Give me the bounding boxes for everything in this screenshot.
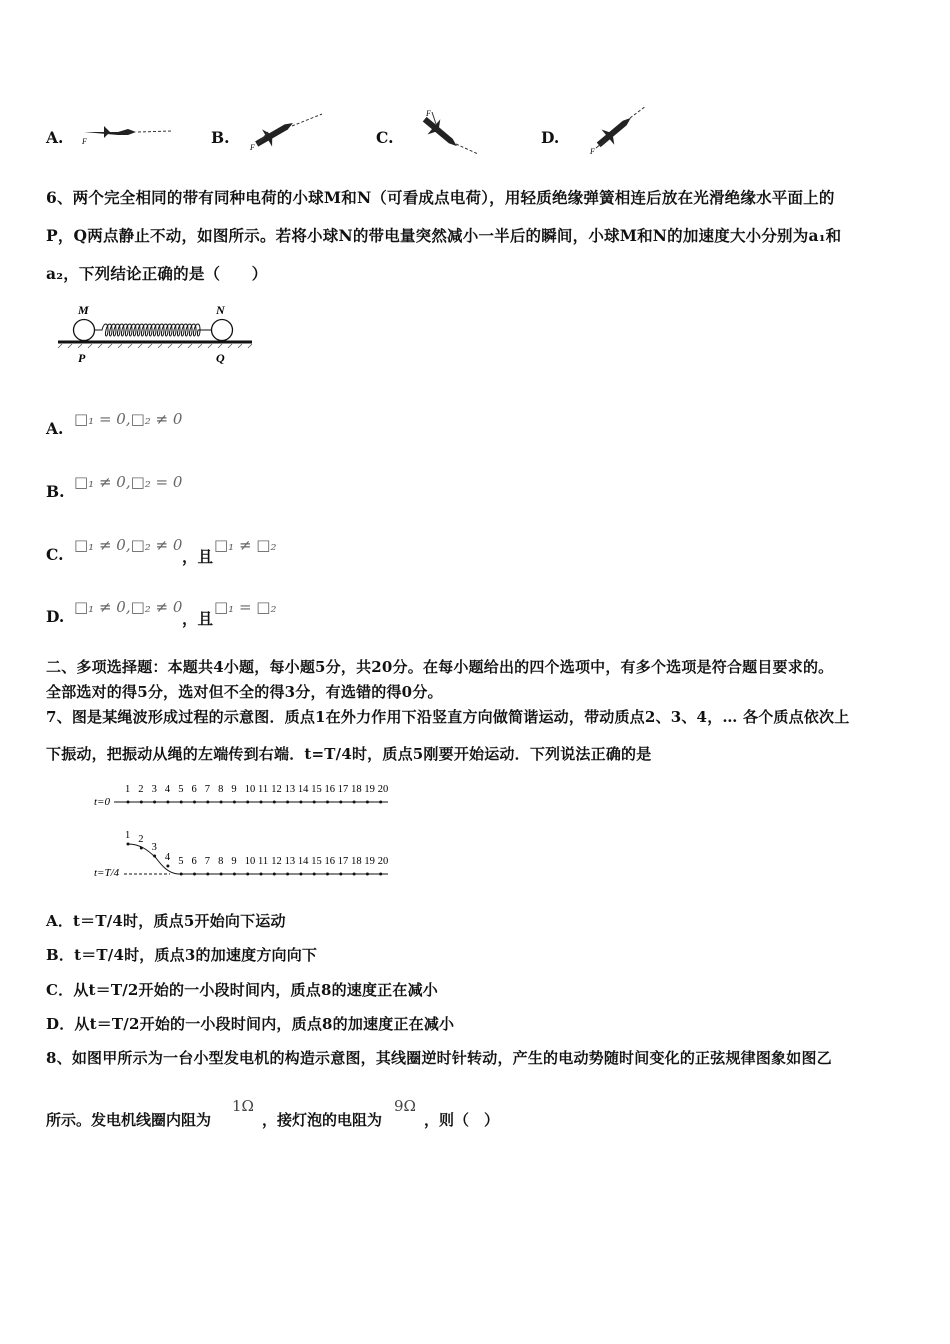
section2-heading-line-1: 二、多项选择题：本题共4小题，每小题5分，共20分。在每小题给出的四个选项中，有多个选项是符合题目要求的。 [46, 658, 834, 676]
t1-dot-12 [273, 873, 276, 876]
t1-dot-19 [366, 873, 369, 876]
t0-tick-8: 8 [218, 784, 224, 795]
t1-tick-15: 15 [311, 856, 322, 867]
t1-tick-1: 1 [125, 830, 131, 841]
q6-option-b-label[interactable]: B. [46, 482, 65, 501]
q6-stem-line-3: a₂，下列结论正确的是（ ） [46, 264, 268, 283]
q5-option-a-figure [78, 118, 174, 154]
q5-force-label-c: F [426, 109, 431, 118]
t1-dot-2 [140, 847, 143, 850]
q6-option-d-label[interactable]: D. [46, 607, 65, 626]
q6-option-c-label[interactable]: C. [46, 545, 64, 564]
t0-dot-15 [313, 801, 316, 804]
t0-tick-1: 1 [125, 784, 131, 795]
t0-dot-8 [220, 801, 223, 804]
t0-tick-15: 15 [311, 784, 322, 795]
q7-option-c[interactable]: C．从t＝T/2开始的一小段时间内，质点8的速度正在减小 [46, 981, 438, 999]
t1-dot-5 [180, 873, 183, 876]
t1-tick-5: 5 [178, 856, 184, 867]
q6-option-a-label[interactable]: A. [46, 419, 64, 438]
q6-option-c-math2: □₁ ≠ □₂ [214, 536, 277, 554]
t0-dot-17 [339, 801, 342, 804]
t1-dot-10 [246, 873, 249, 876]
q6-option-a-math: □₁ = 0,□₂ ≠ 0 [74, 410, 183, 428]
t1-tick-6: 6 [191, 856, 197, 867]
t1-label: t=T/4 [94, 867, 120, 879]
q8-internal-resistance: 1Ω [232, 1097, 254, 1115]
q5-force-label-a: F [82, 137, 87, 146]
t0-tick-10: 10 [244, 784, 256, 795]
label-p: P [78, 351, 86, 365]
t1-tick-8: 8 [218, 856, 224, 867]
q7-option-d[interactable]: D．从t＝T/2开始的一小段时间内，质点8的加速度正在减小 [46, 1015, 455, 1033]
t1-tick-7: 7 [204, 856, 211, 867]
t0-tick-4: 4 [164, 784, 171, 795]
t0-dot-18 [353, 801, 356, 804]
q5-option-d-label[interactable]: D. [541, 128, 560, 147]
t0-tick-17: 17 [337, 784, 349, 795]
spring [95, 324, 211, 336]
t0-tick-6: 6 [191, 784, 197, 795]
t0-tick-14: 14 [297, 784, 309, 795]
t1-dot-13 [286, 873, 289, 876]
t0-dot-13 [286, 801, 289, 804]
t0-dot-16 [326, 801, 329, 804]
t0-dot-9 [233, 801, 236, 804]
q5-option-c-label[interactable]: C. [376, 128, 394, 147]
q6-option-d-suffix: ，且 [182, 609, 214, 628]
t1-dot-14 [299, 873, 302, 876]
q6-option-d-math2: □₁ = □₂ [214, 598, 277, 616]
label-q: Q [216, 351, 225, 365]
q7-option-a[interactable]: A．t＝T/4时，质点5开始向下运动 [46, 912, 286, 930]
t0-tick-18: 18 [351, 784, 362, 795]
t0-tick-labels [125, 784, 388, 795]
q5-option-b-label[interactable]: B. [211, 128, 230, 147]
t1-dot-15 [313, 873, 316, 876]
t1-tick-20: 20 [377, 856, 389, 867]
q8-stem-line-2b: ，接灯泡的电阻为 [262, 1111, 383, 1129]
t1-dot-8 [220, 873, 223, 876]
t0-dot-14 [299, 801, 302, 804]
q6-option-c-math: □₁ ≠ 0,□₂ ≠ 0 [74, 536, 183, 554]
q5-force-label-b: F [250, 143, 255, 152]
t0-label: t=0 [94, 796, 110, 808]
t1-tick-16: 16 [324, 856, 335, 867]
t1-tick-2: 2 [138, 834, 144, 845]
t0-tick-7: 7 [204, 784, 211, 795]
t1-dot-6 [193, 873, 196, 876]
t0-dot-2 [140, 801, 143, 804]
t0-dot-1 [127, 801, 130, 804]
t0-tick-11: 11 [258, 784, 269, 795]
t1-dot-18 [353, 873, 356, 876]
t0-dot-7 [206, 801, 209, 804]
t1-tick-labels [125, 830, 388, 867]
t1-dot-20 [379, 873, 382, 876]
label-m: M [78, 303, 89, 317]
t1-tick-13: 13 [284, 856, 296, 867]
q7-option-b[interactable]: B．t＝T/4时，质点3的加速度方向向下 [46, 946, 318, 964]
q7-wave-figure [90, 778, 400, 884]
q6-stem-line-2: P，Q两点静止不动，如图所示。若将小球N的带电量突然减小一半后的瞬间，小球M和N的加速度大小分别为a₁和 [46, 226, 842, 245]
t0-tick-12: 12 [271, 784, 282, 795]
t1-tick-14: 14 [297, 856, 309, 867]
t1-tick-3: 3 [151, 842, 157, 853]
q6-stem-line-1: 6、两个完全相同的带有同种电荷的小球M和N（可看成点电荷），用轻质绝缘弹簧相连后放在光滑绝缘水平面上的 [46, 188, 835, 207]
t0-dot-11 [260, 801, 263, 804]
t1-tick-19: 19 [364, 856, 375, 867]
t1-tick-10: 10 [244, 856, 256, 867]
q5-option-d-figure [580, 104, 650, 156]
t1-dot-3 [153, 855, 156, 858]
t1-dot-11 [260, 873, 263, 876]
label-n: N [216, 303, 225, 317]
t1-tick-11: 11 [258, 856, 269, 867]
q6-option-c-suffix: ，且 [182, 547, 214, 566]
t1-tick-4: 4 [164, 852, 171, 863]
q8-stem-line-2c: ，则（ ） [424, 1111, 500, 1129]
ball-n [212, 320, 233, 341]
t1-dot-1 [127, 843, 130, 846]
t1-tick-18: 18 [351, 856, 362, 867]
t0-dot-10 [246, 801, 249, 804]
q7-stem-line-2: 下振动，把振动从绳的左端传到右端．t=T/4时，质点5刚要开始运动．下列说法正确的是 [46, 745, 652, 763]
q6-spring-figure [56, 298, 256, 366]
t0-tick-20: 20 [377, 784, 389, 795]
q5-option-c-figure [410, 104, 482, 156]
t1-dot-7 [206, 873, 209, 876]
q8-bulb-resistance: 9Ω [394, 1097, 416, 1115]
t0-tick-9: 9 [231, 784, 237, 795]
t0-dot-20 [379, 801, 382, 804]
t0-dot-3 [153, 801, 156, 804]
t0-dot-4 [166, 801, 169, 804]
t0-dot-12 [273, 801, 276, 804]
ball-m [74, 320, 95, 341]
q6-option-d-math: □₁ ≠ 0,□₂ ≠ 0 [74, 598, 183, 616]
q7-stem-line-1: 7、图是某绳波形成过程的示意图．质点1在外力作用下沿竖直方向做简谐运动，带动质点2、3、4，… 各个质点依次上 [46, 708, 850, 726]
q8-stem-line-2a: 所示。发电机线圈内阻为 [46, 1111, 212, 1129]
section2-heading-line-2: 全部选对的得5分，选对但不全的得3分，有选错的得0分。 [46, 683, 443, 701]
t0-tick-3: 3 [151, 784, 157, 795]
t1-tick-17: 17 [337, 856, 349, 867]
t0-dot-6 [193, 801, 196, 804]
q5-option-b-figure [244, 108, 326, 154]
t1-dot-17 [339, 873, 342, 876]
t1-dot-4 [166, 865, 169, 868]
t0-tick-13: 13 [284, 784, 296, 795]
q5-option-a-label[interactable]: A. [46, 128, 64, 147]
t1-tick-12: 12 [271, 856, 282, 867]
t0-dot-5 [180, 801, 183, 804]
t1-dot-16 [326, 873, 329, 876]
q8-stem-line-1: 8、如图甲所示为一台小型发电机的构造示意图，其线圈逆时针转动，产生的电动势随时间变化的正弦规律图象如图乙 [46, 1049, 832, 1067]
t0-tick-19: 19 [364, 784, 375, 795]
t1-dot-9 [233, 873, 236, 876]
t0-tick-16: 16 [324, 784, 335, 795]
q6-option-b-math: □₁ ≠ 0,□₂ = 0 [74, 473, 183, 491]
t0-dot-19 [366, 801, 369, 804]
t0-tick-5: 5 [178, 784, 184, 795]
t1-tick-9: 9 [231, 856, 237, 867]
q5-force-label-d: F [590, 147, 595, 156]
t0-tick-2: 2 [138, 784, 144, 795]
